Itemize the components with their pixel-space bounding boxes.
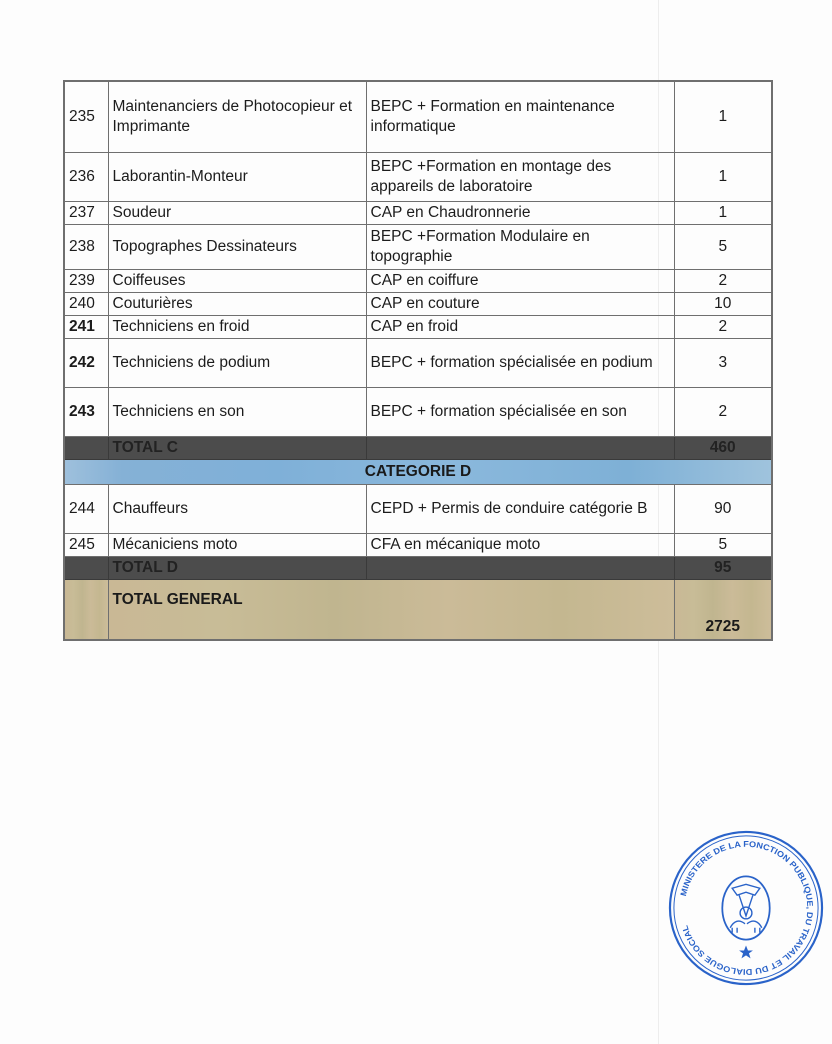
- total-general-label: TOTAL GENERAL: [108, 580, 674, 641]
- qualification: BEPC +Formation en montage des appareils de laboratoire: [366, 153, 674, 202]
- qualification: BEPC + Formation en maintenance informatique: [366, 81, 674, 153]
- job-title: Laborantin-Monteur: [108, 153, 366, 202]
- table-row: [64, 293, 772, 316]
- emblem-icon: [730, 884, 762, 932]
- qualification: CAP en coiffure: [366, 270, 674, 293]
- quantity: 5: [674, 225, 772, 270]
- recruitment-table: [63, 80, 773, 641]
- job-title: Topographes Dessinateurs: [108, 225, 366, 270]
- job-title: Coiffeuses: [108, 270, 366, 293]
- total-c-row: [64, 437, 772, 460]
- total-c-label: TOTAL C: [108, 437, 366, 460]
- qualification: CFA en mécanique moto: [366, 534, 674, 557]
- job-title: Techniciens en son: [108, 388, 366, 437]
- table-row: [64, 81, 772, 153]
- row-number: 241: [64, 316, 108, 339]
- qualification: BEPC +Formation Modulaire en topographie: [366, 225, 674, 270]
- stamp-inner-ring: [674, 836, 818, 980]
- job-title: Couturières: [108, 293, 366, 316]
- qualification: BEPC + formation spécialisée en podium: [366, 339, 674, 388]
- ministry-stamp: [667, 829, 825, 987]
- job-title: Techniciens de podium: [108, 339, 366, 388]
- quantity: 90: [674, 485, 772, 534]
- empty-cell: [366, 437, 674, 460]
- quantity: 10: [674, 293, 772, 316]
- star-icon: [739, 946, 753, 959]
- quantity: 1: [674, 81, 772, 153]
- table-row: [64, 270, 772, 293]
- quantity: 1: [674, 202, 772, 225]
- table-row: [64, 339, 772, 388]
- row-number: 245: [64, 534, 108, 557]
- empty-cell: [64, 437, 108, 460]
- quantity: 1: [674, 153, 772, 202]
- quantity: 3: [674, 339, 772, 388]
- quantity: 2: [674, 270, 772, 293]
- row-number: 235: [64, 81, 108, 153]
- stamp-text: [678, 839, 815, 978]
- table-row: [64, 225, 772, 270]
- total-c-value: 460: [674, 437, 772, 460]
- quantity: 2: [674, 316, 772, 339]
- empty-cell: [64, 580, 108, 641]
- row-number: 237: [64, 202, 108, 225]
- table-row: [64, 485, 772, 534]
- stamp-text-path: MINISTERE DE LA FONCTION PUBLIQUE, DU TRAVAIL ET DU DIALOGUE SOCIAL: [677, 838, 816, 978]
- row-number: 240: [64, 293, 108, 316]
- total-general-value: 2725: [674, 580, 772, 641]
- job-title: Techniciens en froid: [108, 316, 366, 339]
- row-number: 239: [64, 270, 108, 293]
- job-title: Maintenanciers de Photocopieur et Imprimante: [108, 81, 366, 153]
- total-d-row: [64, 557, 772, 580]
- quantity: 5: [674, 534, 772, 557]
- qualification: BEPC + formation spécialisée en son: [366, 388, 674, 437]
- table-row: [64, 316, 772, 339]
- stamp-outer-ring: [670, 832, 822, 984]
- table-row: [64, 202, 772, 225]
- total-general-row: [64, 580, 772, 641]
- table-row: [64, 153, 772, 202]
- row-number: 236: [64, 153, 108, 202]
- job-title: Soudeur: [108, 202, 366, 225]
- qualification: CEPD + Permis de conduire catégorie B: [366, 485, 674, 534]
- qualification: CAP en Chaudronnerie: [366, 202, 674, 225]
- emblem-oval: [722, 876, 769, 939]
- quantity: 2: [674, 388, 772, 437]
- category-d-label: CATEGORIE D: [64, 460, 772, 485]
- empty-cell: [64, 557, 108, 580]
- row-number: 244: [64, 485, 108, 534]
- total-d-value: 95: [674, 557, 772, 580]
- category-header-row: [64, 460, 772, 485]
- row-number: 242: [64, 339, 108, 388]
- empty-cell: [366, 557, 674, 580]
- row-number: 243: [64, 388, 108, 437]
- table-row: [64, 388, 772, 437]
- table-row: [64, 534, 772, 557]
- qualification: CAP en froid: [366, 316, 674, 339]
- total-d-label: TOTAL D: [108, 557, 366, 580]
- row-number: 238: [64, 225, 108, 270]
- job-title: Mécaniciens moto: [108, 534, 366, 557]
- qualification: CAP en couture: [366, 293, 674, 316]
- job-title: Chauffeurs: [108, 485, 366, 534]
